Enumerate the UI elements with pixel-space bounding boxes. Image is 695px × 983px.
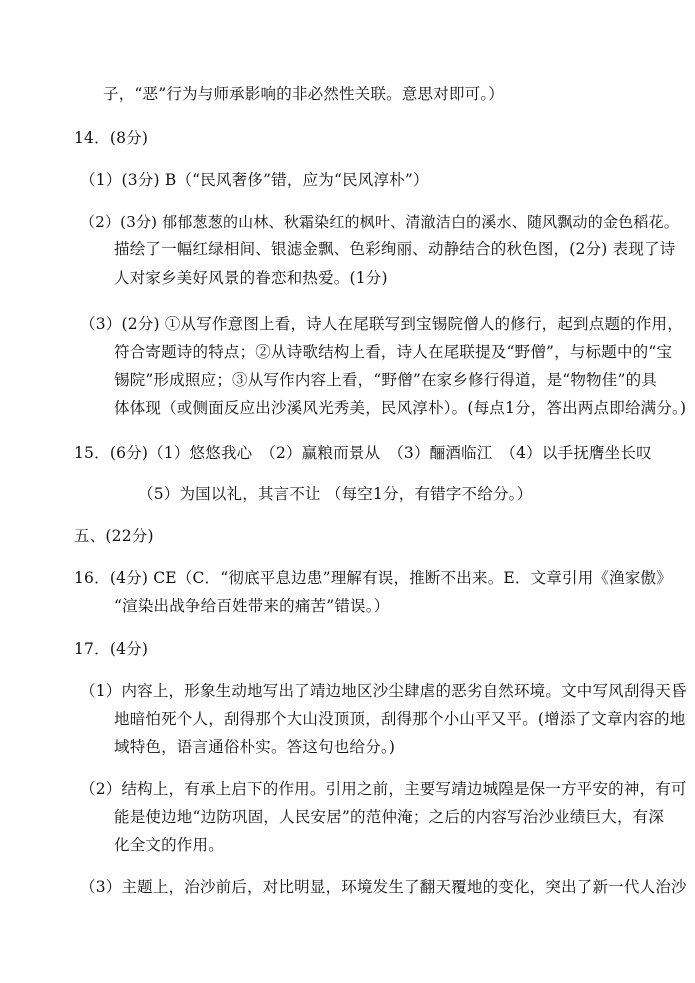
text-line: 体体现（或侧面反应出沙溪风光秀美，民风淳朴）。(每点1分，答出两点即给满分。) <box>114 399 687 417</box>
text-line: 域特色，语言通俗朴实。答这句也给分。) <box>114 738 396 756</box>
text-line: （1）(3分) B（“民风奢侈”错，应为“民风淳朴”） <box>80 171 429 189</box>
text-line: 描绘了一幅红绿相间、银滤金飘、色彩绚丽、动静结合的秋色图，(2分) 表现了诗 <box>114 240 676 258</box>
question-17-heading: 17．(4分) <box>74 640 149 658</box>
text-line: 符合寄题诗的特点；②从诗歌结构上看，诗人在尾联提及“野僧”，与标题中的“宝 <box>114 343 673 361</box>
question-14-heading: 14．(8分) <box>74 129 149 147</box>
text-line: （2）结构上，有承上启下的作用。引用之前，主要写靖边城隍是保一方平安的神，有可 <box>80 780 687 798</box>
text-line: （1）内容上，形象生动地写出了靖边地区沙尘肆虐的恶劣自然环境。文中写风刮得天昏 <box>80 682 687 700</box>
text-line: 地暗怕死个人，刮得那个大山没顶顶，刮得那个小山平又平。(增添了文章内容的地 <box>114 710 686 728</box>
text-line: 化全文的作用。 <box>114 836 224 854</box>
text-line: “渲染出战争给百姓带来的痛苦”错误。） <box>114 597 390 615</box>
text-line: 子，“恶”行为与师承影响的非必然性关联。意思对即可。） <box>103 85 504 103</box>
text-line: （5）为国以礼，其言不让 （每空1分，有错字不给分。） <box>138 485 533 503</box>
section-5-heading: 五、(22分) <box>74 527 154 545</box>
text-line: 锡院”形成照应；③从写作内容上看，“野僧”在家乡修行得道，是“物物佳”的具 <box>114 371 658 389</box>
text-line: 人对家乡美好风景的眷恋和热爱。(1分) <box>114 269 388 287</box>
text-line: 能是使边地“边防巩固，人民安居”的范仲淹；之后的内容写治沙业绩巨大，有深 <box>114 808 665 826</box>
text-line: （3）主题上，治沙前后，对比明显，环境发生了翻天覆地的变化，突出了新一代人治沙 <box>80 878 687 896</box>
question-15-heading: 15．(6分)（1）悠悠我心 （2）赢粮而景从 （3）酾酒临江 （4）以手抚膺坐长叹 <box>74 444 652 462</box>
question-16-heading: 16．(4分) CE（C．“彻底平息边患”理解有误，推断不出来。E．文章引用《渔家傲》 <box>74 569 672 587</box>
text-line: （2）(3分) 郁郁葱葱的山林、秋霜染红的枫叶、清澈洁白的溪水、随风飘动的金色稻花。 <box>80 213 679 231</box>
text-line: （3）(2分) ①从写作意图上看，诗人在尾联写到宝锡院僧人的修行，起到点题的作用， <box>80 315 683 333</box>
